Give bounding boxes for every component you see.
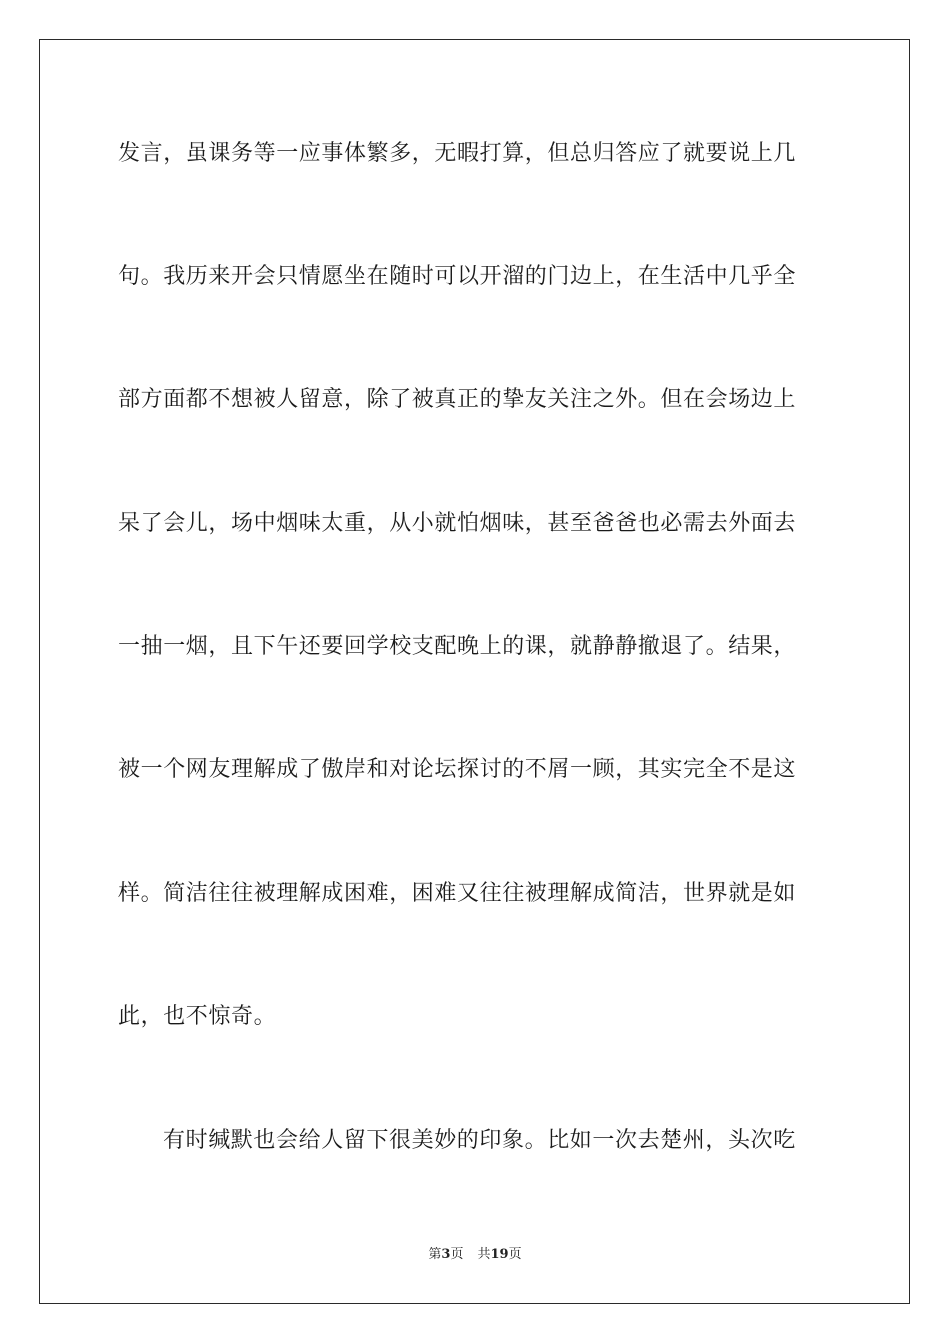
total-page-count: 19 [490,1247,509,1262]
body-text-line-2: 句。我历来开会只情愿坐在随时可以开溜的门边上，在生活中几乎全 [118,264,797,289]
page-footer [0,1245,950,1265]
page-border [39,39,910,1304]
total-label-prefix: 共 [477,1247,491,1262]
body-text-line-4: 呆了会儿，场中烟味太重，从小就怕烟味，甚至爸爸也必需去外面去 [118,511,797,536]
page-label-prefix: 第 [428,1247,442,1262]
body-text-line-5: 一抽一烟，且下午还要回学校支配晚上的课，就静静撤退了。结果， [118,634,797,659]
paragraph-start-line: 有时缄默也会给人留下很美妙的印象。比如一次去楚州，头次吃 [163,1128,796,1153]
page-label-suffix: 页 [450,1247,464,1262]
body-text-line-1: 发言，虽课务等一应事体繁多，无暇打算，但总归答应了就要说上几 [118,141,797,166]
current-page-number: 3 [441,1247,451,1262]
total-label-suffix: 页 [508,1247,522,1262]
body-text-line-8: 此，也不惊奇。 [118,1004,277,1029]
body-text-line-7: 样。简洁往往被理解成困难，困难又往往被理解成简洁，世界就是如 [118,881,797,906]
body-text-line-6: 被一个网友理解成了傲岸和对论坛探讨的不屑一顾，其实完全不是这 [118,757,797,782]
body-text-line-3: 部方面都不想被人留意，除了被真正的挚友关注之外。但在会场边上 [118,387,797,412]
